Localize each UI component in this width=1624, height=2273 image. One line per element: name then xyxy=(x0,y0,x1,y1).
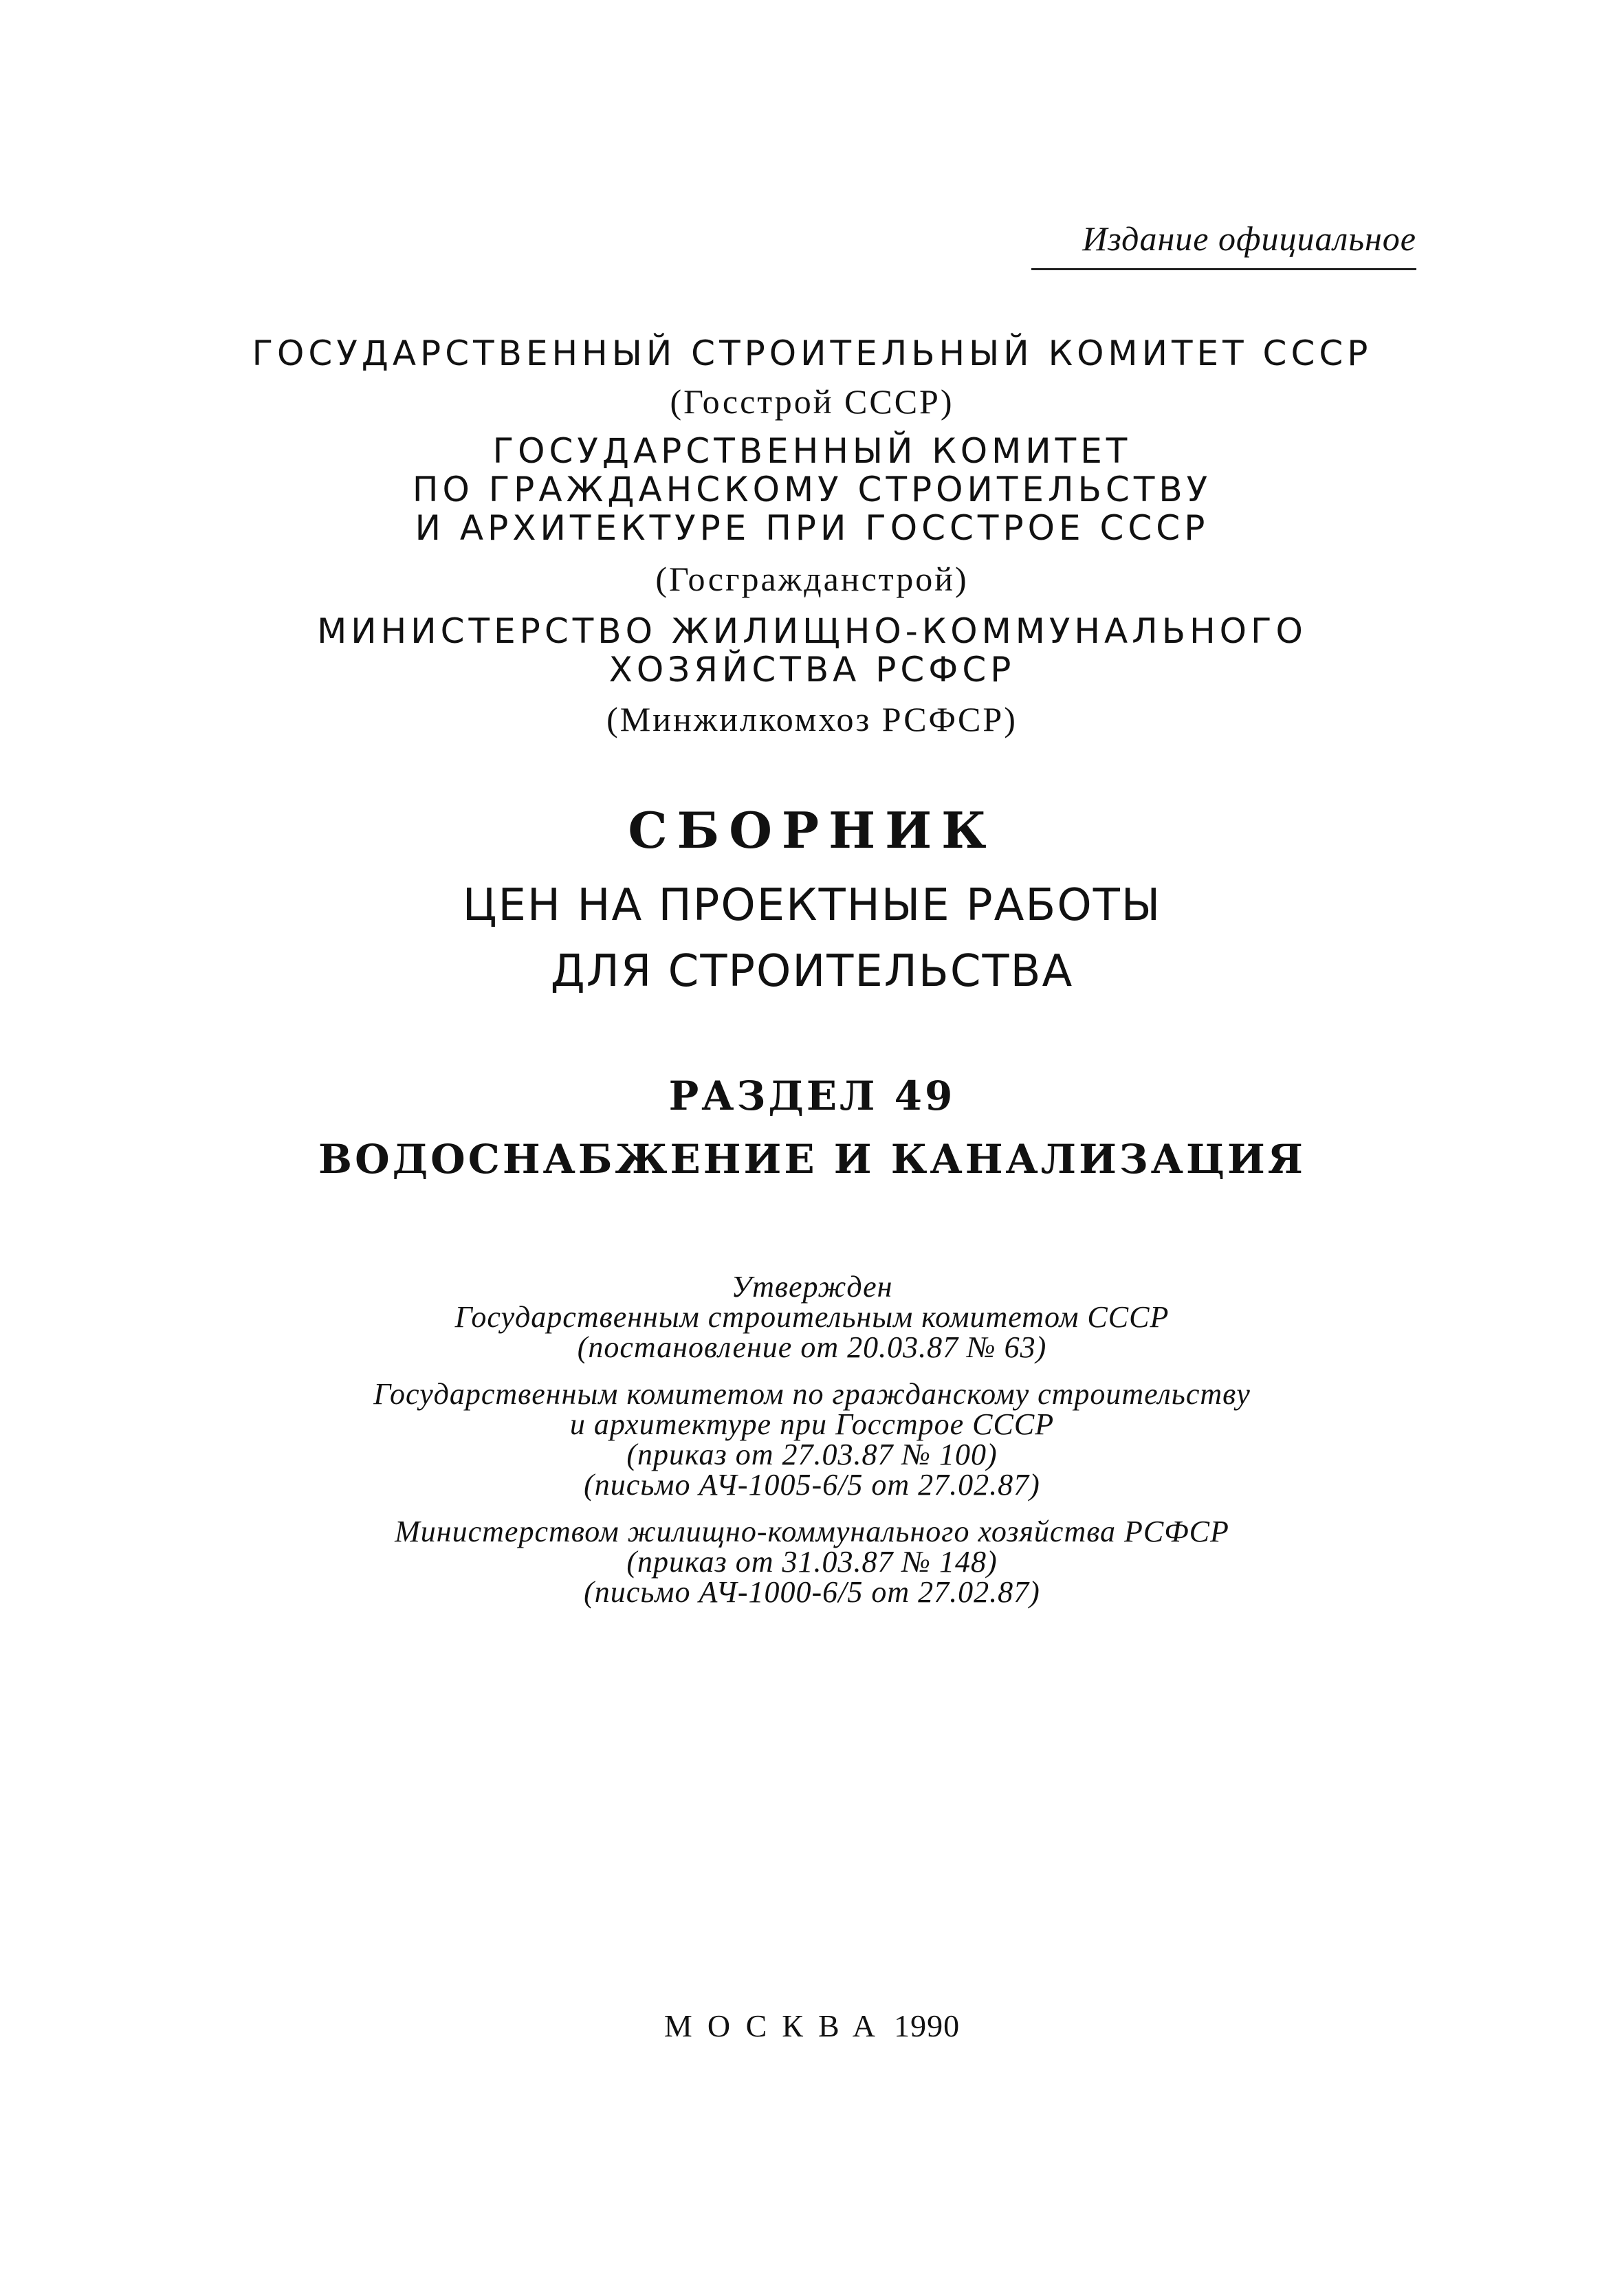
org-minzhilkomkhoz-line-2: ХОЗЯЙСТВА РСФСР xyxy=(608,650,1016,690)
approval-heading: Утвержден xyxy=(731,1270,893,1304)
document-title-line-2: ДЛЯ СТРОИТЕЛЬСТВА xyxy=(550,946,1074,997)
approval-minzhilkomkhoz-line-1: Министерством жилищно-коммунального хозяйства РСФСР xyxy=(395,1515,1229,1548)
organizations-block xyxy=(0,334,1624,740)
org-minzhilkomkhoz-abbr: (Минжилкомхоз РСФСР) xyxy=(606,700,1018,738)
org-gosgrazhdanstroy-line-1: ГОСУДАРСТВЕННЫЙ КОМИТЕТ xyxy=(492,431,1132,471)
approval-block xyxy=(0,1272,1624,1607)
document-title-line-1: ЦЕН НА ПРОЕКТНЫЕ РАБОТЫ xyxy=(462,880,1162,931)
imprint-year: 1990 xyxy=(894,2008,961,2043)
document-title-main: СБОРНИК xyxy=(628,801,996,859)
org-minzhilkomkhoz-line-1: МИНИСТЕРСТВО ЖИЛИЩНО-КОММУНАЛЬНОГО xyxy=(317,611,1307,651)
imprint-city: МОСКВА xyxy=(663,2008,890,2043)
org-gosgrazhdanstroy-abbr: (Госгражданстрой) xyxy=(655,560,969,598)
section-number: РАЗДЕЛ 49 xyxy=(668,1073,956,1119)
approval-gosstroy-line-2: (постановление от 20.03.87 № 63) xyxy=(577,1330,1047,1364)
approval-minzhilkomkhoz-line-2: (приказ от 31.03.87 № 148) xyxy=(626,1545,998,1579)
approval-gosgrazhdanstroy-line-2: и архитектуре при Госстрое СССР xyxy=(569,1407,1055,1441)
approval-minzhilkomkhoz-line-3: (письмо АЧ-1000-6/5 от 27.02.87) xyxy=(584,1575,1040,1609)
imprint-block xyxy=(0,2008,1624,2044)
approval-gosgrazhdanstroy-line-1: Государственным комитетом по гражданскому строительству xyxy=(373,1377,1251,1411)
org-gosstroy-abbr: (Госстрой СССР) xyxy=(670,382,954,421)
org-gosgrazhdanstroy-line-3: И АРХИТЕКТУРЕ ПРИ ГОССТРОЕ СССР xyxy=(415,508,1209,548)
section-name: ВОДОСНАБЖЕНИЕ И КАНАЛИЗАЦИЯ xyxy=(318,1136,1306,1183)
section-block xyxy=(0,1073,1624,1183)
approval-gosstroy-line-1: Государственным строительным комитетом СССР xyxy=(454,1300,1170,1334)
approval-gosgrazhdanstroy-line-3: (приказ от 27.03.87 № 100) xyxy=(626,1438,998,1471)
org-gosstroy-name: ГОСУДАРСТВЕННЫЙ СТРОИТЕЛЬНЫЙ КОМИТЕТ СССР xyxy=(252,333,1372,373)
official-edition-label: Издание официальное xyxy=(1031,219,1416,270)
org-gosgrazhdanstroy-line-2: ПО ГРАЖДАНСКОМУ СТРОИТЕЛЬСТВУ xyxy=(412,470,1212,509)
title-block xyxy=(0,801,1624,997)
approval-gosgrazhdanstroy-line-4: (письмо АЧ-1005-6/5 от 27.02.87) xyxy=(584,1468,1040,1502)
